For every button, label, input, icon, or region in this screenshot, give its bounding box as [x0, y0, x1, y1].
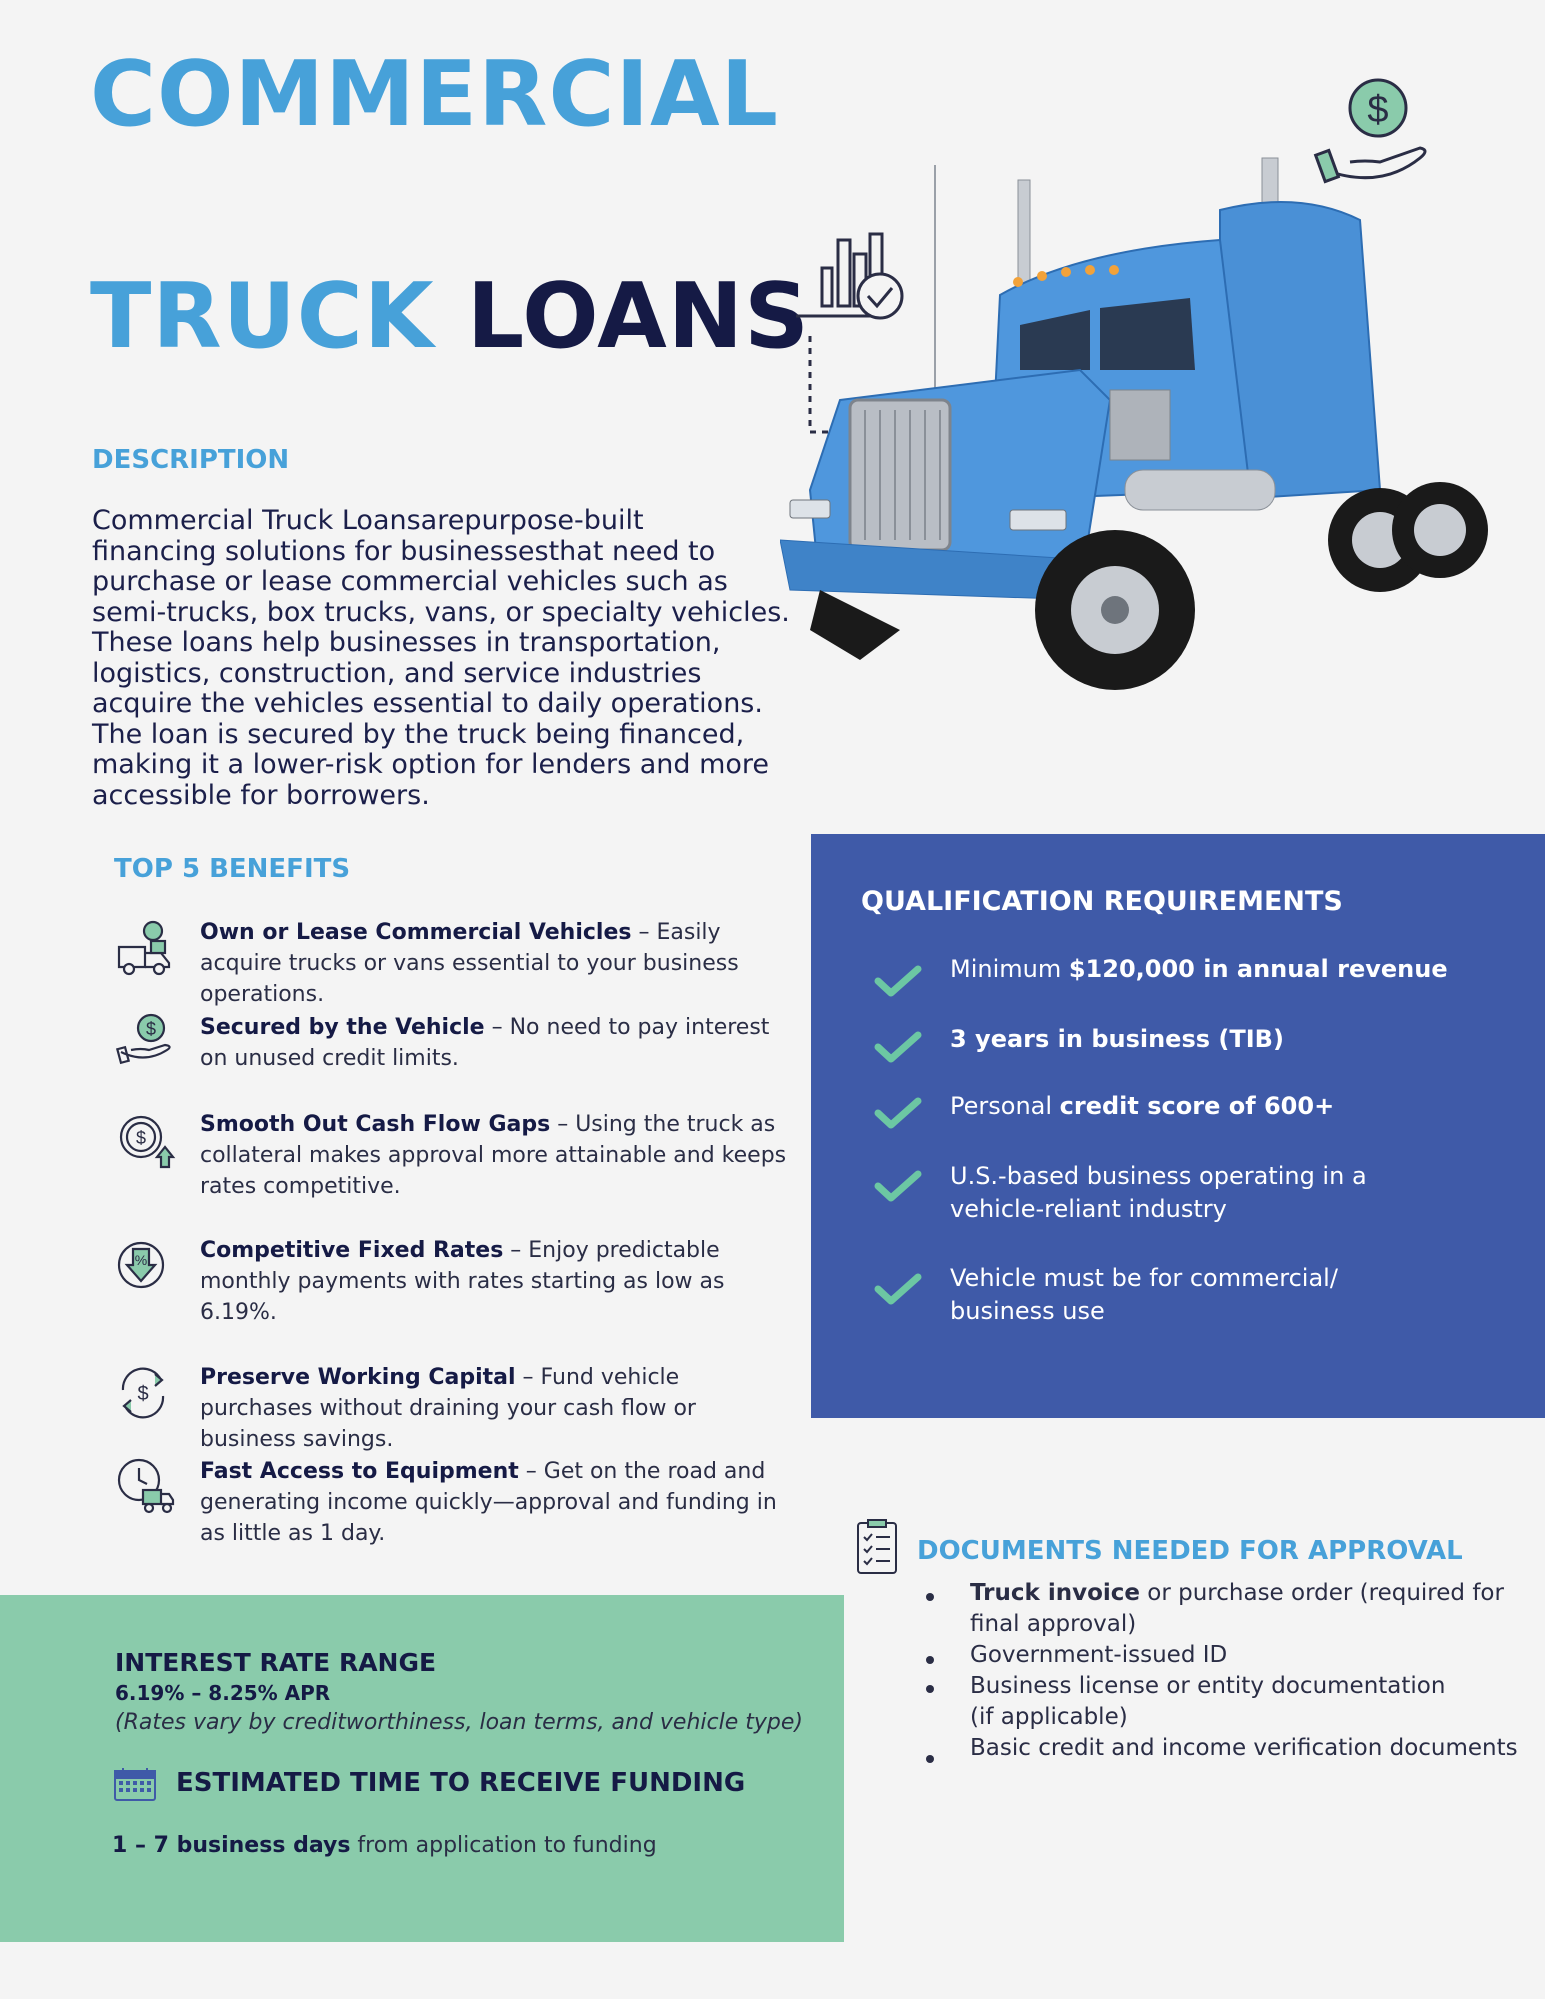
qualification-item	[950, 953, 1510, 986]
interest-rate-note: (Rates vary by creditworthiness, loan terms, and vehicle type)	[115, 1710, 803, 1735]
calendar-icon	[114, 1767, 156, 1801]
benefit-text: – No need to pay interest on unused credit limits.	[200, 1015, 770, 1071]
svg-text:$: $	[135, 1128, 147, 1148]
benefit-title: Preserve Working Capital	[200, 1365, 516, 1390]
qualification-heading: QUALIFICATION REQUIREMENTS	[861, 886, 1343, 917]
qualification-item: U.S.-based business operating in a vehicle-reliant industry	[950, 1162, 1367, 1223]
qualification-item	[950, 1023, 1510, 1056]
delivery-truck-icon	[115, 917, 181, 979]
description-line: The loan is secured by the truck being financed,	[92, 718, 745, 750]
document-item: Government-issued ID	[970, 1642, 1228, 1668]
check-icon	[872, 1029, 924, 1065]
bullet-dot	[926, 1593, 934, 1601]
funding-heading: ESTIMATED TIME TO RECEIVE FUNDING	[176, 1768, 746, 1798]
description-line: logistics, construction, and service industries	[92, 657, 702, 689]
document-highlight: Truck invoice	[970, 1580, 1140, 1606]
check-icon	[872, 1168, 924, 1204]
description-line: accessible for borrowers.	[92, 779, 430, 811]
qualification-highlight: credit score of 600+	[1059, 1092, 1335, 1120]
check-icon	[872, 1271, 924, 1307]
wheel-front	[1035, 530, 1195, 690]
funding-days: 1 – 7 business days	[112, 1833, 351, 1858]
svg-text:$: $	[145, 1019, 157, 1039]
percent-down-icon	[115, 1235, 181, 1297]
benefit-text: – Fund vehicle purchases without draining your cash flow or business savings.	[200, 1365, 696, 1452]
cash-flow-icon	[115, 1109, 181, 1171]
description-line: acquire the vehicles essential to daily operations.	[92, 688, 763, 719]
capital-cycle-icon	[115, 1362, 181, 1424]
check-icon	[872, 1095, 924, 1131]
description-line: These loans help businesses in transportation,	[92, 627, 721, 658]
benefit-title: Fast Access to Equipment	[200, 1459, 519, 1484]
qualification-text: Personal	[950, 1092, 1060, 1120]
checklist-icon	[856, 1519, 898, 1575]
dollar-coin-icon	[1316, 80, 1425, 182]
clock-truck-icon	[115, 1456, 181, 1518]
documents-list	[970, 1578, 1530, 1764]
funding-time	[112, 1833, 657, 1858]
qualification-item	[950, 1090, 1510, 1123]
description-line: making it a lower-risk option for lenders and more	[92, 749, 770, 780]
svg-text:$: $	[1367, 89, 1389, 131]
title-line-2	[90, 264, 810, 369]
documents-heading: DOCUMENTS NEEDED FOR APPROVAL	[917, 1536, 1463, 1566]
dollar-hand-icon	[115, 1012, 181, 1074]
benefit-text: – Enjoy predictable monthly payments with rates starting as low as 6.19%.	[200, 1238, 725, 1325]
benefit-title: Own or Lease Commercial Vehicles	[200, 920, 632, 945]
document-item: Business license or entity documentation	[970, 1673, 1446, 1699]
svg-text:%: %	[134, 1252, 148, 1268]
document-item-cont: final approval)	[970, 1611, 1137, 1637]
benefit-title: Secured by the Vehicle	[200, 1015, 485, 1040]
document-item: Basic credit and income verification documents	[970, 1735, 1518, 1761]
description-heading: DESCRIPTION	[92, 445, 290, 475]
description-line: financing solutions for businessesthat need to	[92, 535, 716, 567]
document-item-cont: (if applicable)	[970, 1704, 1128, 1730]
description-line: semi-trucks, box trucks, vans, or specialty vehicles.	[92, 596, 790, 628]
description-line: purchase or lease commercial vehicles such as	[92, 566, 728, 597]
benefit-text: – Easily acquire trucks or vans essential to your business operations.	[200, 920, 739, 1007]
description-body	[92, 506, 812, 811]
benefit-text: – Using the truck as collateral makes approval more attainable and keeps rates competitive.	[200, 1112, 787, 1199]
document-item	[970, 1578, 1530, 1609]
title-word-loans: LOANS	[466, 264, 810, 369]
funding-text: from application to funding	[350, 1833, 657, 1858]
bullet-dot	[926, 1656, 934, 1664]
benefits-heading: TOP 5 BENEFITS	[114, 854, 351, 884]
qualification-item: Vehicle must be for commercial/ business use	[950, 1264, 1338, 1325]
benefit-text: – Get on the road and generating income quickly—approval and funding in as little as 1 day.	[200, 1459, 777, 1546]
bullet-dot	[926, 1755, 934, 1763]
wheel-rear	[1328, 482, 1488, 592]
qualification-highlight: 3 years in business (TIB)	[950, 1025, 1284, 1053]
description-line: Commercial Truck Loansarepurpose-built	[92, 505, 644, 536]
check-icon	[872, 963, 924, 999]
document-text: or purchase order (required for	[1139, 1580, 1504, 1606]
interest-rate-range: 6.19% – 8.25% APR	[115, 1681, 331, 1705]
truck-illustration	[780, 70, 1520, 710]
svg-text:$: $	[137, 1383, 149, 1405]
bullet-dot	[926, 1685, 934, 1693]
benefit-title: Competitive Fixed Rates	[200, 1238, 504, 1263]
interest-rate-heading: INTEREST RATE RANGE	[115, 1648, 437, 1677]
qualification-text: Minimum	[950, 955, 1069, 983]
benefit-title: Smooth Out Cash Flow Gaps	[200, 1112, 551, 1137]
qualification-highlight: $120,000 in annual revenue	[1068, 955, 1448, 983]
title-line-1: COMMERCIAL	[90, 42, 779, 147]
title-word-truck: TRUCK	[90, 264, 435, 369]
